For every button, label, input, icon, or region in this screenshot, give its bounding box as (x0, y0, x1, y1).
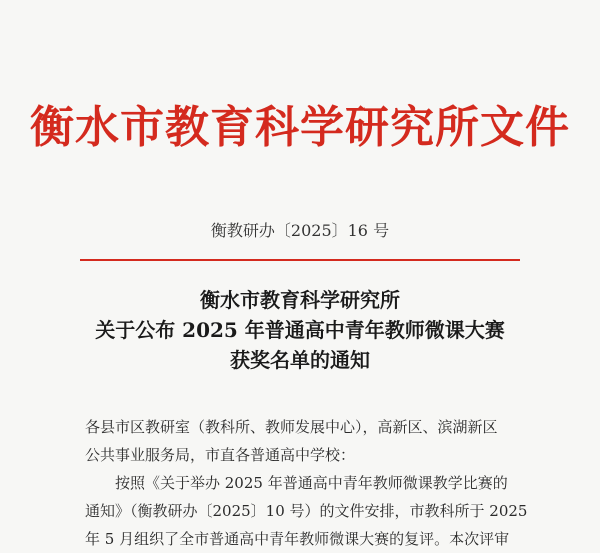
body-line-paragraph-3: 年 5 月组织了全市普通高中青年教师微课大赛的复评。本次评审 (85, 530, 510, 548)
notice-title (0, 285, 600, 375)
red-divider-line (80, 259, 520, 261)
notice-title-line-2: 关于公布 2025 年普通高中青年教师微课大赛 (95, 318, 505, 342)
notice-title-line-1: 衡水市教育科学研究所 (200, 288, 400, 312)
notice-title-line-3: 获奖名单的通知 (230, 348, 370, 372)
body-line-paragraph-1: 按照《关于举办 2025 年普通高中青年教师微课教学比赛的 (115, 474, 508, 492)
body-line-addressee-1: 各县市区教研室（教科所、教师发展中心），高新区、滨湖新区 (85, 418, 498, 436)
document-number: 衡教研办〔2025〕16 号 (210, 221, 390, 240)
body-line-addressee-2: 公共事业服务局，市直各普通高中学校： (85, 446, 356, 464)
body-line-paragraph-2: 通知》（衡教研办〔2025〕10 号）的文件安排，市教科所于 2025 (85, 502, 528, 520)
document-header-title: 衡水市教育科学研究所文件 (30, 102, 570, 153)
notice-body (85, 413, 535, 553)
